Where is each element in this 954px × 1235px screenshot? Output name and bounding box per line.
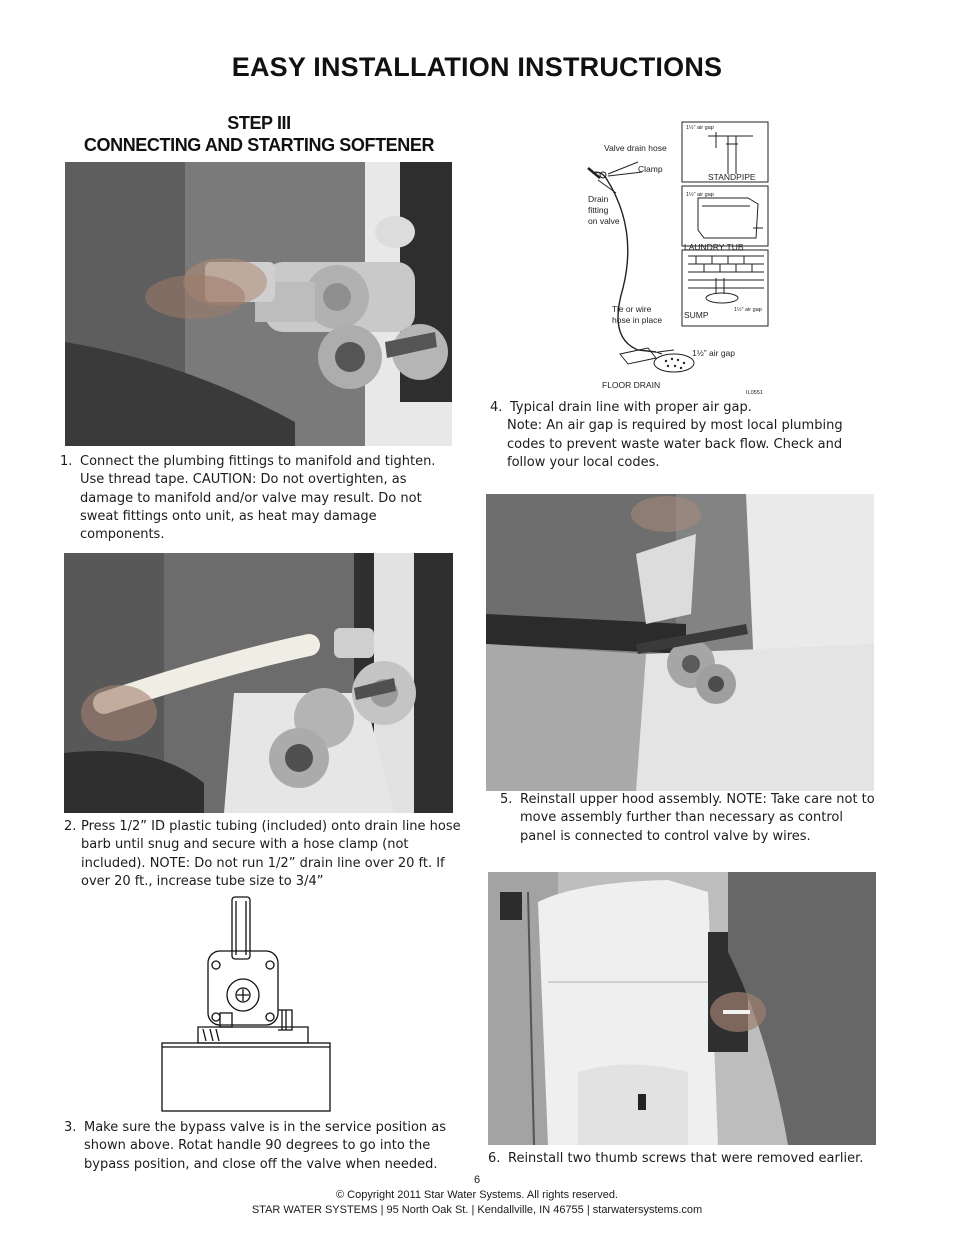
label-laundry-tub: LAUNDRY TUB [684, 242, 744, 252]
step-number: 2. [64, 819, 77, 834]
caption-step-1 [60, 453, 462, 544]
bypass-valve-drawing [158, 895, 333, 1113]
step-text: Reinstall two thumb screws that were removed earlier. [508, 1151, 864, 1166]
drain-line-diagram [578, 118, 778, 398]
step-number: 4. [490, 400, 503, 415]
label-small-air-gap: 1½” air gap [686, 125, 714, 131]
caption-step-4 [490, 399, 882, 472]
step-text: Reinstall upper hood assembly. NOTE: Take care not to move assembly further than necessary as control panel is connected to control valve by wires. [520, 792, 875, 844]
label-small-air-gap: 1½” air gap [734, 307, 762, 313]
step-text: Typical drain line with proper air gap. [510, 400, 752, 415]
label-valve-drain-hose: Valve drain hose [604, 143, 667, 153]
label-floor-drain: FLOOR DRAIN [602, 380, 661, 390]
caption-step-5 [500, 791, 882, 846]
label-sump: SUMP [684, 310, 709, 320]
label-air-gap: 1½” air gap [692, 348, 735, 358]
step-note: Note: An air gap is required by most local plumbing codes to prevent waste water back flow. Check and follow your local codes. [507, 418, 843, 470]
company-address: STAR WATER SYSTEMS | 95 North Oak St. | Kendallville, IN 46755 | starwatersystems.com [251, 1204, 703, 1216]
caption-step-2 [64, 818, 464, 891]
page-title: EASY INSTALLATION INSTRUCTIONS [231, 52, 723, 82]
label-standpipe: STANDPIPE [708, 172, 756, 182]
caption-step-3 [64, 1119, 459, 1174]
step-title: CONNECTING AND STARTING SOFTENER [83, 135, 435, 155]
label-drain-fitting: Drain [588, 194, 609, 204]
caption-step-6 [488, 1150, 878, 1168]
step-label: STEP III [227, 113, 291, 133]
copyright: © Copyright 2011 Star Water Systems. All rights reserved. [336, 1189, 618, 1201]
label-tie-wire: hose in place [612, 315, 663, 325]
step-heading [58, 112, 460, 156]
step-text: Press 1/2” ID plastic tubing (included) onto drain line hose barb until snug and secure with a hose clamp (not included). NOTE: Do not run 1/2” drain line over 20 ft. If over 20 ft., increase tube size to 3/4” [81, 819, 461, 889]
photo-step-6-thumb-screws [488, 872, 876, 1145]
label-drain-fitting: fitting [588, 205, 609, 215]
label-small-air-gap: 1½” air gap [686, 192, 714, 198]
step-number: 1. [60, 454, 73, 469]
photo-step-1-fittings [65, 162, 452, 446]
step-text: Connect the plumbing fittings to manifold and tighten. Use thread tape. CAUTION: Do not overtighten, as damage to manifold and/or valve may result. Do not sweat fittings onto unit, as heat may damage components. [80, 454, 436, 543]
label-figure-code: IL0551 [746, 390, 763, 396]
photo-step-2-tubing [64, 553, 453, 813]
step-text: Make sure the bypass valve is in the service position as shown above. Rotat handle 90 degrees to go into the bypass position, and close off the valve when needed. [84, 1120, 447, 1172]
label-clamp: Clamp [638, 164, 663, 174]
step-number: 3. [64, 1120, 77, 1135]
step-number: 5. [500, 792, 513, 807]
label-drain-fitting: on valve [588, 216, 620, 226]
photo-step-5-hood [486, 494, 874, 791]
page-number: 6 [473, 1174, 481, 1186]
label-tie-wire: Tie or wire [612, 304, 652, 314]
step-number: 6. [488, 1151, 501, 1166]
